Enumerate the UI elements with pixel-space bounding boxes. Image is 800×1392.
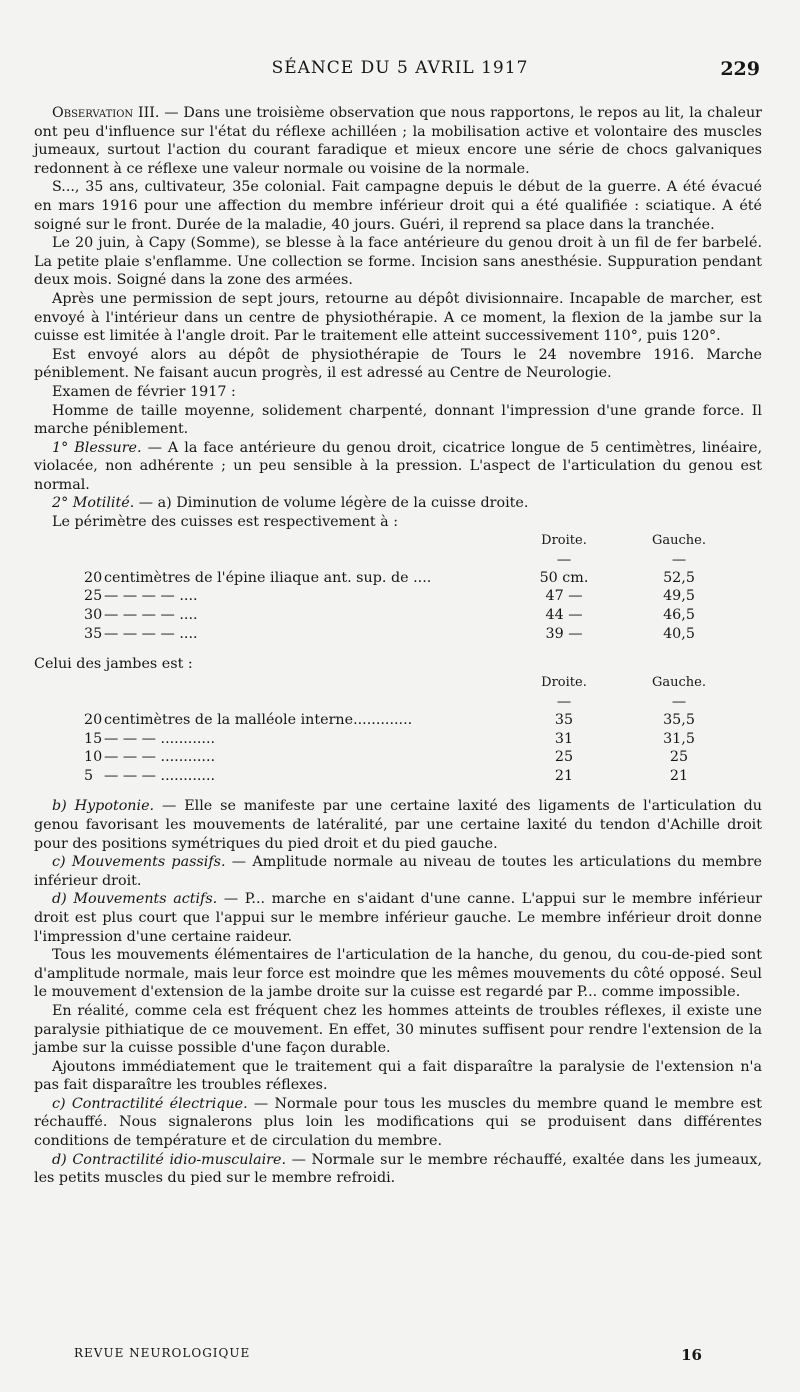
- table-row: 20 centimètres de l'épine iliaque ant. sup. de .... 50 cm. 52,5: [84, 569, 695, 586]
- paragraph: 1° Blessure. — A la face antérieure du genou droit, cicatrice longue de 5 centimètres, linéaire, violacée, non adhérente ; un peu sensible à la pression. L'aspect de l'articulation du genou est normal.: [34, 439, 762, 493]
- signature-number: 16: [681, 1346, 702, 1364]
- leg-measurements-table: Droite. Gauche. — — 20 centimètres de la malléole interne............. 35 35,5 15 — — — ............ 31 31,5 10 — — — ............ 25 25 5 — — — ............ 21 21: [84, 674, 739, 786]
- table-row: 10 — — — ............ 25 25: [84, 749, 689, 766]
- table-row: 30 — — — — .... 44 — 46,5: [84, 607, 695, 624]
- paragraph: 2° Motilité. — a) Diminution de volume légère de la cuisse droite.: [52, 495, 529, 512]
- paragraph: b) Hypotonie. — Elle se manifeste par une certaine laxité des ligaments de l'articulation du genou favorisant les mouvements de latéralité, par une certaine laxité du tendon d'Achille droit pour des positions symétriques du pied droit et du pied gauche.: [34, 798, 763, 852]
- running-title: SÉANCE DU 5 AVRIL 1917: [271, 58, 529, 78]
- paragraph: Homme de taille moyenne, solidement charpenté, donnant l'impression d'une grande force. Il marche péniblement.: [34, 402, 762, 438]
- section-label: 1° Blessure.: [52, 439, 142, 456]
- paragraph: Le 20 juin, à Capy (Somme), se blesse à la face antérieure du genou droit à un fil de fer barbelé. La petite plaie s'enflamme. Une collection se forme. Incision sans anesthésie. Suppuration pendant deux mois. Soigné dans la zone des armées.: [34, 235, 762, 289]
- thigh-measurements-table: Droite. Gauche. — — 20 centimètres de l'épine iliaque ant. sup. de .... 50 cm. 52,5 25 — — — — .... 47 — 49,5 30 — — — — .... 44 — 46,5 35 — — — — .... 39 — 40,5: [84, 532, 739, 644]
- paragraph: En réalité, comme cela est fréquent chez les hommes atteints de troubles réflexes, il existe une paralysie pithiatique de ce mouvement. En effet, 30 minutes suffisent pour rendre l'extension de la jambe sur la cuisse possible d'une façon durable.: [34, 1002, 762, 1057]
- table-row: 25 — — — — .... 47 — 49,5: [84, 588, 695, 605]
- paragraph: Examen de février 1917 :: [52, 383, 236, 400]
- section-label: d) Mouvements actifs.: [52, 891, 218, 908]
- section-label: c) Mouvements passifs.: [52, 854, 226, 871]
- col-header-left: Gauche.: [652, 532, 706, 548]
- paragraph: Observation III. — Dans une troisième observation que nous rapportons, le repos au lit, la chaleur ont peu d'influence sur l'état du réflexe achilléen ; la mobilisation active et volontaire des muscles jumeaux, surtout l'action du courant faradique et mieux encore une série de chocs galvaniques redonnent à ce réflexe une valeur normale ou voisine de la normale.: [34, 105, 762, 177]
- section-label: d) Contractilité idio-musculaire.: [52, 1151, 287, 1168]
- col-header-right: Droite.: [541, 674, 587, 690]
- running-header: [40, 58, 760, 88]
- paragraph: Après une permission de sept jours, retourne au dépôt divisionnaire. Incapable de marcher, est envoyé à l'intérieur dans un centre de physiothérapie. A ce moment, la flexion de la jambe sur la cuisse est limitée à l'angle droit. Par le traitement elle atteint successivement 110°, puis 120°.: [34, 290, 762, 345]
- section-label: b) Hypotonie.: [52, 798, 155, 815]
- table-row: 5 — — — ............ 21 21: [84, 767, 689, 784]
- page-footer: [74, 1346, 702, 1370]
- table-row: 15 — — — ............ 31 31,5: [84, 730, 695, 747]
- paragraph: d) Mouvements actifs. — P... marche en s'aidant d'une canne. L'appui sur le membre inférieur droit est plus court que l'appui sur le membre inférieur gauche. Le membre inférieur droit donne l'impression d'une certaine raideur.: [34, 891, 763, 945]
- paragraph: c) Contractilité électrique. — Normale pour tous les muscles du membre quand le membre est réchauffé. Nous signalerons plus loin les modifications qui se produisent dans différentes conditions de température et de circulation du membre.: [34, 1095, 762, 1150]
- section-label: 2° Motilité.: [52, 495, 135, 512]
- table-row: 35 — — — — .... 39 — 40,5: [84, 625, 695, 642]
- paragraph: Celui des jambes est :: [34, 656, 193, 673]
- col-header-left: Gauche.: [652, 674, 706, 690]
- observation-label: Observation III.: [52, 105, 160, 121]
- paragraph: d) Contractilité idio-musculaire. — Normale sur le membre réchauffé, exaltée dans les jumeaux, les petits muscles du pied sur le membre refroidi.: [34, 1151, 762, 1187]
- paragraph: Est envoyé alors au dépôt de physiothérapie de Tours le 24 novembre 1916. Marche péniblement. Ne faisant aucun progrès, il est adressé au Centre de Neurologie.: [34, 346, 762, 382]
- paragraph: Ajoutons immédiatement que le traitement qui a fait disparaître la paralysie de l'extension n'a pas fait disparaître les troubles réflexes.: [34, 1058, 762, 1094]
- paragraph: S..., 35 ans, cultivateur, 35e colonial. Fait campagne depuis le début de la guerre. A été évacué en mars 1916 pour une affection du membre inférieur droit qui a été qualifiée : sciatique. A été soigné sur le front. Durée de la maladie, 40 jours. Guéri, il reprend sa place dans la tranchée.: [34, 179, 762, 233]
- paragraph: Tous les mouvements élémentaires de l'articulation de la hanche, du genou, du cou-de-pied sont d'amplitude normale, mais leur force est moindre que les mêmes mouvements du côté opposé. Seul le mouvement d'extension de la jambe droite sur la cuisse est regardé par P... comme impossible.: [34, 947, 762, 1001]
- journal-name: REVUE NEUROLOGIQUE: [74, 1346, 251, 1360]
- paragraph: Le périmètre des cuisses est respectivement à :: [52, 514, 399, 531]
- paragraph: c) Mouvements passifs. — Amplitude normale au niveau de toutes les articulations du membre inférieur droit.: [34, 854, 762, 889]
- table-row: 20 centimètres de la malléole interne............. 35 35,5: [84, 712, 695, 728]
- col-header-right: Droite.: [541, 532, 587, 548]
- section-label: c) Contractilité électrique.: [52, 1095, 248, 1112]
- body-text: [34, 104, 762, 1188]
- page-number: 229: [720, 58, 760, 80]
